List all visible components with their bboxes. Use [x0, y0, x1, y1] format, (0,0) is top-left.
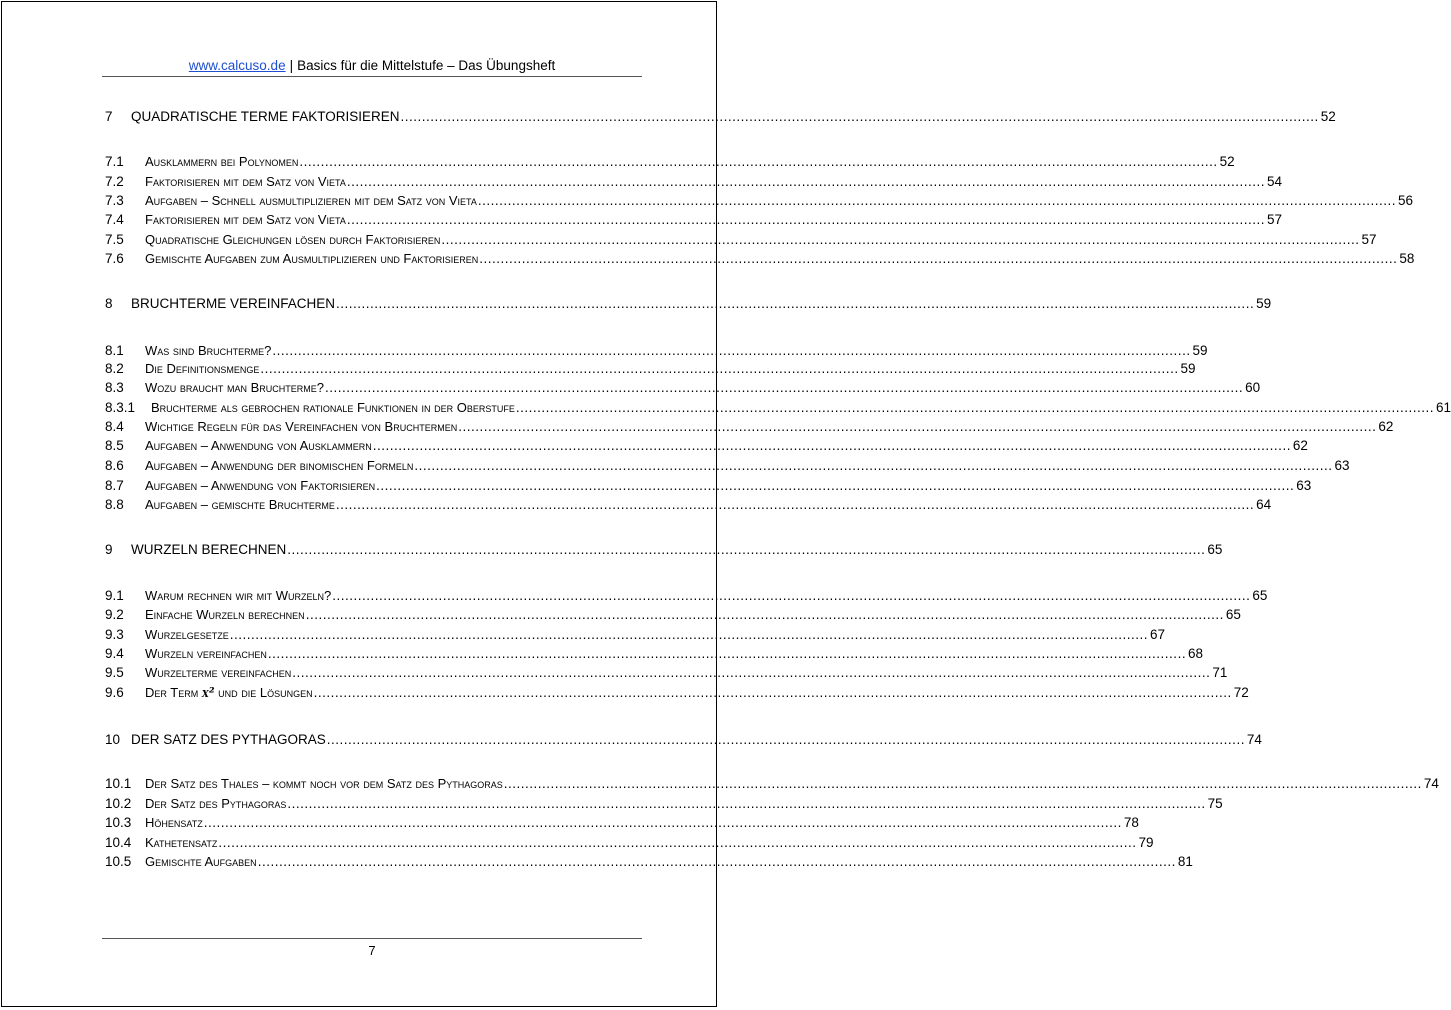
toc-title: Höhensatz: [145, 815, 203, 830]
toc-leader: [272, 342, 1190, 360]
toc-page: 63: [1296, 478, 1312, 493]
toc-number: 7.6: [105, 251, 124, 266]
toc-leader: [314, 684, 1232, 702]
toc-leader: [414, 457, 1332, 475]
toc-leader: [325, 379, 1243, 397]
toc-number: 10.3: [105, 815, 132, 830]
toc-entry[interactable]: [105, 684, 1249, 702]
toc-number: 9.4: [105, 646, 124, 661]
toc-entry[interactable]: [105, 664, 1228, 682]
toc-entry[interactable]: [105, 153, 1235, 171]
toc-page: 62: [1292, 438, 1308, 453]
toc-leader: [478, 192, 1396, 210]
toc-number: 8.1: [105, 343, 124, 358]
toc-entry[interactable]: [105, 606, 1241, 624]
toc-title: Gemischte Aufgaben: [145, 854, 257, 869]
toc-leader: [373, 437, 1291, 455]
toc-number: 7.5: [105, 232, 124, 247]
toc-title: Was sind Bruchterme?: [145, 343, 272, 358]
toc-entry[interactable]: [105, 192, 1414, 210]
toc-title: Faktorisieren mit dem Satz von Vieta: [145, 174, 346, 189]
toc-page: 67: [1149, 627, 1165, 642]
toc-entry[interactable]: [105, 360, 1196, 378]
toc-page: 65: [1207, 542, 1223, 557]
toc-title: Einfache Wurzeln berechnen: [145, 607, 305, 622]
toc-number: 7.1: [105, 154, 124, 169]
toc-title: Wurzelterme vereinfachen: [145, 665, 292, 680]
toc-number: 8.4: [105, 419, 124, 434]
toc-chapter-7[interactable]: [105, 108, 1336, 126]
toc-title: Aufgaben – Schnell ausmultiplizieren mit dem Satz von Vieta: [145, 193, 477, 208]
toc-chapter-9[interactable]: [105, 541, 1223, 559]
toc-leader: [287, 795, 1205, 813]
toc-leader: [230, 626, 1148, 644]
toc-leader: [336, 496, 1254, 514]
toc-page: 79: [1138, 835, 1154, 850]
toc-title: Kathetensatz: [145, 835, 218, 850]
toc-number: 7.3: [105, 193, 124, 208]
footer-rule: [102, 938, 642, 939]
toc-leader: [306, 606, 1224, 624]
toc-number: 10.4: [105, 835, 132, 850]
toc-entry[interactable]: [105, 379, 1261, 397]
toc-leader: [336, 295, 1254, 313]
toc-page: 72: [1233, 685, 1249, 700]
toc-number: 10.2: [105, 796, 132, 811]
toc-page: 81: [1177, 854, 1193, 869]
toc-page: 61: [1436, 400, 1451, 415]
toc-leader: [292, 664, 1210, 682]
toc-number: 8.5: [105, 438, 124, 453]
toc-page: 57: [1267, 212, 1283, 227]
toc-entry[interactable]: [105, 477, 1312, 495]
toc-entry[interactable]: [105, 399, 1451, 417]
toc-leader: [441, 231, 1359, 249]
site-link[interactable]: www.calcuso.de: [188, 58, 286, 73]
toc-entry[interactable]: [105, 437, 1308, 455]
toc-title: DER SATZ DES PYTHAGORAS: [131, 732, 326, 747]
toc-leader: [347, 211, 1265, 229]
toc-number: 9.3: [105, 627, 124, 642]
toc-title: Der Satz des Thales – kommt noch vor dem Satz des Pythagoras: [145, 776, 503, 791]
toc-title: Der Satz des Pythagoras: [145, 796, 287, 811]
toc-entry[interactable]: [105, 645, 1204, 663]
toc-chapter-8[interactable]: [105, 295, 1272, 313]
toc-entry[interactable]: [105, 250, 1415, 268]
toc-entry[interactable]: [105, 173, 1283, 191]
toc-page: 59: [1192, 343, 1208, 358]
toc-number: 9.1: [105, 588, 124, 603]
toc-title-post: und die Lösungen: [218, 685, 313, 700]
toc-entry[interactable]: [105, 342, 1208, 360]
toc-number: 10.1: [105, 776, 132, 791]
toc-title: Wurzelgesetze: [145, 627, 229, 642]
toc-title: Quadratische Gleichungen lösen durch Faktorisieren: [145, 232, 441, 247]
toc-leader: [504, 775, 1422, 793]
toc-number: 8.6: [105, 458, 124, 473]
toc-number: 8: [105, 296, 113, 311]
toc-number: 7.4: [105, 212, 124, 227]
toc-leader: [268, 645, 1186, 663]
toc-page: 57: [1361, 232, 1377, 247]
document-page: [1, 1, 1451, 1007]
toc-leader: [479, 250, 1397, 268]
toc-title: Warum rechnen wir mit Wurzeln?: [145, 588, 332, 603]
toc-page: 52: [1320, 109, 1336, 124]
toc-number: 8.8: [105, 497, 124, 512]
toc-number: 9: [105, 542, 113, 557]
toc-number: 9.6: [105, 685, 124, 700]
toc-title: Aufgaben – gemischte Bruchterme: [145, 497, 335, 512]
toc-page: 52: [1219, 154, 1235, 169]
page-header: [102, 58, 642, 74]
toc-entry[interactable]: [105, 626, 1165, 644]
toc-entry[interactable]: [105, 775, 1439, 793]
toc-title: Wichtige Regeln für das Vereinfachen von Bruchtermen: [145, 419, 458, 434]
toc-page: 58: [1399, 251, 1415, 266]
toc-number: 10: [105, 732, 121, 747]
toc-title: Aufgaben – Anwendung von Faktorisieren: [145, 478, 376, 493]
toc-number: 7: [105, 109, 113, 124]
toc-page: 68: [1188, 646, 1204, 661]
header-rule: [102, 76, 642, 77]
toc-leader: [218, 834, 1136, 852]
toc-entry[interactable]: [105, 496, 1272, 514]
toc-entry[interactable]: [105, 814, 1139, 832]
toc-leader: [516, 399, 1434, 417]
toc-chapter-10[interactable]: [105, 731, 1262, 749]
toc-entry[interactable]: [105, 457, 1350, 475]
toc-entry[interactable]: [105, 211, 1283, 229]
toc-page: 56: [1397, 193, 1414, 208]
toc-number: 10.5: [105, 854, 132, 869]
toc-leader: [287, 541, 1205, 559]
toc-leader: [376, 477, 1294, 495]
page-number: 7: [368, 943, 376, 958]
toc-page: 78: [1123, 815, 1139, 830]
toc-leader: [458, 418, 1376, 436]
toc-entry[interactable]: [105, 418, 1394, 436]
toc-title: BRUCHTERME VEREINFACHEN: [131, 296, 336, 311]
toc-page: 75: [1207, 796, 1223, 811]
toc-entry[interactable]: [105, 231, 1377, 249]
toc-title: Wurzeln vereinfachen: [145, 646, 267, 661]
toc-title: Die Definitionsmenge: [145, 361, 260, 376]
toc-page: 74: [1246, 732, 1262, 747]
toc-title-pre: Der Term: [145, 685, 199, 700]
toc-title: WURZELN BERECHNEN: [131, 542, 287, 557]
toc-page: 74: [1423, 776, 1439, 791]
toc-title: [145, 684, 313, 703]
toc-number: 8.3: [105, 380, 124, 395]
toc-leader: [347, 173, 1265, 191]
toc-leader: [258, 853, 1176, 871]
toc-leader: [327, 731, 1245, 749]
toc-number: 9.2: [105, 607, 124, 622]
toc-title: Gemischte Aufgaben zum Ausmultiplizieren und Faktorisieren: [145, 251, 479, 266]
toc-leader: [332, 587, 1250, 605]
toc-page: 65: [1252, 588, 1268, 603]
toc-title: Faktorisieren mit dem Satz von Vieta: [145, 212, 346, 227]
toc-page: 62: [1378, 419, 1394, 434]
toc-page: 65: [1225, 607, 1241, 622]
toc-number: 9.5: [105, 665, 124, 680]
toc-page: 54: [1267, 174, 1283, 189]
toc-number: 7.2: [105, 174, 124, 189]
toc-title: Ausklammern bei Polynomen: [145, 154, 299, 169]
toc-number: 8.3.1: [105, 400, 136, 415]
toc-page: 63: [1334, 458, 1350, 473]
toc-title: QUADRATISCHE TERME FAKTORISIEREN: [131, 109, 400, 124]
toc-number: 8.2: [105, 361, 124, 376]
toc-number: 8.7: [105, 478, 124, 493]
toc-leader: [260, 360, 1178, 378]
toc-page: 64: [1256, 497, 1272, 512]
toc-leader: [401, 108, 1319, 126]
header-title: Basics für die Mittelstufe – Das Übungsheft: [297, 58, 556, 73]
toc-entry[interactable]: [105, 853, 1193, 871]
toc-leader: [204, 814, 1122, 832]
toc-page: 60: [1245, 380, 1261, 395]
toc-title: Bruchterme als gebrochen rationale Funktionen in der Oberstufe: [151, 400, 515, 415]
toc-title: Wozu braucht man Bruchterme?: [145, 380, 325, 395]
toc-leader: [299, 153, 1217, 171]
header-separator: |: [289, 58, 294, 73]
math-x-squared: x²: [201, 686, 215, 701]
toc-page: 59: [1256, 296, 1272, 311]
toc-entry[interactable]: [105, 834, 1154, 852]
toc-page: 71: [1212, 665, 1228, 680]
toc-entry[interactable]: [105, 587, 1268, 605]
toc-entry[interactable]: [105, 795, 1223, 813]
toc-page: 59: [1180, 361, 1196, 376]
toc-title: Aufgaben – Anwendung der binomischen Formeln: [145, 458, 414, 473]
toc-title: Aufgaben – Anwendung von Ausklammern: [145, 438, 372, 453]
